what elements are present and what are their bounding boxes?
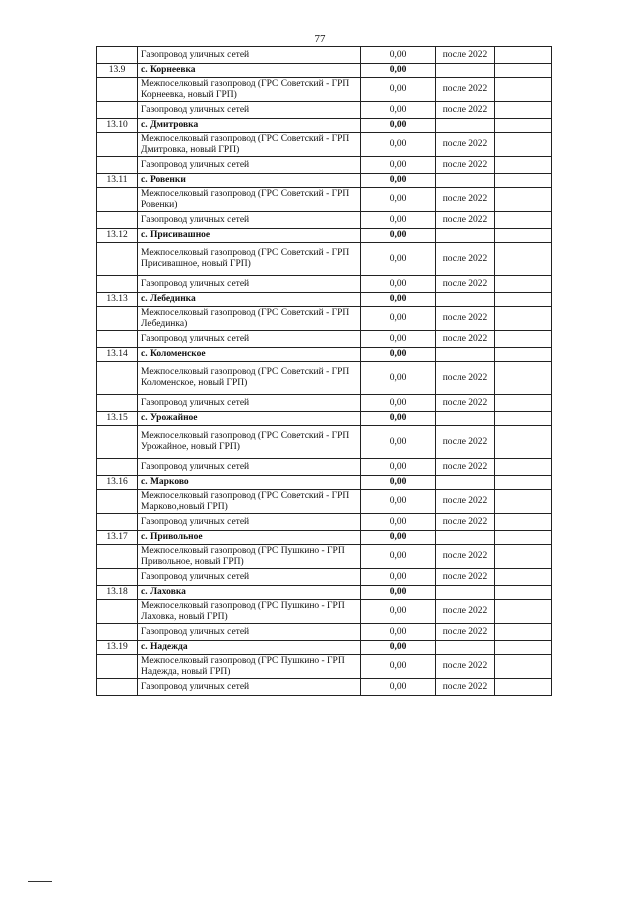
- table-row: [97, 624, 552, 641]
- term-cell: [436, 412, 495, 426]
- extra-cell: [495, 514, 552, 531]
- settlement-header-row: [97, 476, 552, 490]
- term-cell: после 2022: [436, 426, 495, 459]
- settlement-header-row: [97, 64, 552, 78]
- value-cell: 0,00: [361, 600, 436, 624]
- object-name: Газопровод уличных сетей: [138, 102, 361, 119]
- table-row: [97, 490, 552, 514]
- table-row: [97, 600, 552, 624]
- value-cell: 0,00: [361, 459, 436, 476]
- term-cell: после 2022: [436, 600, 495, 624]
- object-name: Межпоселковый газопровод (ГРС Советский - ГРП Лебединка): [138, 307, 361, 331]
- object-name: Газопровод уличных сетей: [138, 212, 361, 229]
- table-row: [97, 569, 552, 586]
- settlement-header-row: [97, 293, 552, 307]
- value-cell: 0,00: [361, 157, 436, 174]
- object-name: Газопровод уличных сетей: [138, 276, 361, 293]
- value-cell: 0,00: [361, 531, 436, 545]
- extra-cell: [495, 531, 552, 545]
- row-number: [97, 188, 138, 212]
- value-cell: 0,00: [361, 426, 436, 459]
- row-number: [97, 102, 138, 119]
- row-number: [97, 679, 138, 696]
- settlement-name: с. Ровенки: [138, 174, 361, 188]
- row-number: [97, 47, 138, 64]
- object-name: Газопровод уличных сетей: [138, 47, 361, 64]
- object-name: Межпоселковый газопровод (ГРС Советский - ГРП Дмитровка, новый ГРП): [138, 133, 361, 157]
- term-cell: после 2022: [436, 569, 495, 586]
- row-number: 13.15: [97, 412, 138, 426]
- term-cell: после 2022: [436, 679, 495, 696]
- table-row: [97, 47, 552, 64]
- value-cell: 0,00: [361, 78, 436, 102]
- value-cell: 0,00: [361, 64, 436, 78]
- extra-cell: [495, 102, 552, 119]
- value-cell: 0,00: [361, 293, 436, 307]
- row-number: [97, 600, 138, 624]
- term-cell: после 2022: [436, 395, 495, 412]
- value-cell: 0,00: [361, 119, 436, 133]
- table-body: [97, 47, 552, 696]
- row-number: [97, 133, 138, 157]
- row-number: 13.14: [97, 348, 138, 362]
- row-number: 13.13: [97, 293, 138, 307]
- extra-cell: [495, 641, 552, 655]
- value-cell: 0,00: [361, 331, 436, 348]
- extra-cell: [495, 243, 552, 276]
- term-cell: после 2022: [436, 212, 495, 229]
- value-cell: 0,00: [361, 243, 436, 276]
- term-cell: [436, 293, 495, 307]
- term-cell: [436, 531, 495, 545]
- value-cell: 0,00: [361, 229, 436, 243]
- value-cell: 0,00: [361, 188, 436, 212]
- term-cell: [436, 586, 495, 600]
- term-cell: после 2022: [436, 47, 495, 64]
- row-number: [97, 276, 138, 293]
- table-row: [97, 276, 552, 293]
- term-cell: после 2022: [436, 157, 495, 174]
- term-cell: [436, 476, 495, 490]
- settlement-header-row: [97, 348, 552, 362]
- settlement-name: с. Марково: [138, 476, 361, 490]
- row-number: [97, 655, 138, 679]
- extra-cell: [495, 412, 552, 426]
- term-cell: после 2022: [436, 188, 495, 212]
- table-row: [97, 426, 552, 459]
- term-cell: [436, 229, 495, 243]
- extra-cell: [495, 293, 552, 307]
- extra-cell: [495, 459, 552, 476]
- row-number: [97, 78, 138, 102]
- extra-cell: [495, 276, 552, 293]
- term-cell: [436, 64, 495, 78]
- gas-pipeline-table: [96, 46, 552, 696]
- object-name: Газопровод уличных сетей: [138, 514, 361, 531]
- row-number: [97, 459, 138, 476]
- row-number: 13.18: [97, 586, 138, 600]
- term-cell: после 2022: [436, 362, 495, 395]
- row-number: [97, 362, 138, 395]
- settlement-name: с. Надежда: [138, 641, 361, 655]
- object-name: Газопровод уличных сетей: [138, 157, 361, 174]
- table-row: [97, 395, 552, 412]
- table-row: [97, 78, 552, 102]
- term-cell: после 2022: [436, 243, 495, 276]
- row-number: [97, 331, 138, 348]
- value-cell: 0,00: [361, 47, 436, 64]
- extra-cell: [495, 395, 552, 412]
- table-row: [97, 188, 552, 212]
- row-number: [97, 395, 138, 412]
- extra-cell: [495, 133, 552, 157]
- term-cell: [436, 348, 495, 362]
- value-cell: 0,00: [361, 586, 436, 600]
- row-number: [97, 426, 138, 459]
- extra-cell: [495, 476, 552, 490]
- term-cell: [436, 174, 495, 188]
- value-cell: 0,00: [361, 307, 436, 331]
- value-cell: 0,00: [361, 102, 436, 119]
- object-name: Газопровод уличных сетей: [138, 624, 361, 641]
- row-number: 13.10: [97, 119, 138, 133]
- extra-cell: [495, 119, 552, 133]
- term-cell: после 2022: [436, 655, 495, 679]
- settlement-header-row: [97, 641, 552, 655]
- row-number: [97, 545, 138, 569]
- term-cell: после 2022: [436, 331, 495, 348]
- table-row: [97, 102, 552, 119]
- extra-cell: [495, 545, 552, 569]
- row-number: 13.11: [97, 174, 138, 188]
- term-cell: после 2022: [436, 490, 495, 514]
- settlement-name: с. Урожайное: [138, 412, 361, 426]
- extra-cell: [495, 490, 552, 514]
- value-cell: 0,00: [361, 569, 436, 586]
- footnote-rule: [28, 881, 52, 882]
- extra-cell: [495, 212, 552, 229]
- row-number: [97, 624, 138, 641]
- table-row: [97, 362, 552, 395]
- term-cell: после 2022: [436, 133, 495, 157]
- table-row: [97, 655, 552, 679]
- settlement-header-row: [97, 531, 552, 545]
- settlement-header-row: [97, 586, 552, 600]
- extra-cell: [495, 307, 552, 331]
- extra-cell: [495, 78, 552, 102]
- extra-cell: [495, 229, 552, 243]
- object-name: Газопровод уличных сетей: [138, 569, 361, 586]
- row-number: 13.17: [97, 531, 138, 545]
- page-number: 77: [314, 33, 326, 45]
- object-name: Межпоселковый газопровод (ГРС Советский - ГРП Корнеевка, новый ГРП): [138, 78, 361, 102]
- row-number: [97, 243, 138, 276]
- value-cell: 0,00: [361, 133, 436, 157]
- term-cell: [436, 119, 495, 133]
- extra-cell: [495, 47, 552, 64]
- extra-cell: [495, 157, 552, 174]
- table-row: [97, 514, 552, 531]
- extra-cell: [495, 624, 552, 641]
- value-cell: 0,00: [361, 348, 436, 362]
- object-name: Межпоселковый газопровод (ГРС Пушкино - ГРП Лаховка, новый ГРП): [138, 600, 361, 624]
- object-name: Межпоселковый газопровод (ГРС Пушкино - ГРП Привольное, новый ГРП): [138, 545, 361, 569]
- value-cell: 0,00: [361, 395, 436, 412]
- extra-cell: [495, 586, 552, 600]
- value-cell: 0,00: [361, 212, 436, 229]
- value-cell: 0,00: [361, 545, 436, 569]
- settlement-header-row: [97, 174, 552, 188]
- extra-cell: [495, 569, 552, 586]
- extra-cell: [495, 174, 552, 188]
- extra-cell: [495, 188, 552, 212]
- extra-cell: [495, 331, 552, 348]
- value-cell: 0,00: [361, 362, 436, 395]
- object-name: Газопровод уличных сетей: [138, 395, 361, 412]
- value-cell: 0,00: [361, 655, 436, 679]
- term-cell: после 2022: [436, 624, 495, 641]
- extra-cell: [495, 679, 552, 696]
- settlement-name: с. Привольное: [138, 531, 361, 545]
- term-cell: после 2022: [436, 276, 495, 293]
- row-number: [97, 490, 138, 514]
- object-name: Межпоселковый газопровод (ГРС Советский - ГРП Ровенки): [138, 188, 361, 212]
- extra-cell: [495, 362, 552, 395]
- row-number: [97, 514, 138, 531]
- object-name: Межпоселковый газопровод (ГРС Пушкино - ГРП Надежда, новый ГРП): [138, 655, 361, 679]
- settlement-name: с. Дмитровка: [138, 119, 361, 133]
- settlement-header-row: [97, 412, 552, 426]
- value-cell: 0,00: [361, 276, 436, 293]
- row-number: 13.16: [97, 476, 138, 490]
- term-cell: после 2022: [436, 102, 495, 119]
- term-cell: после 2022: [436, 459, 495, 476]
- settlement-name: с. Присивашное: [138, 229, 361, 243]
- value-cell: 0,00: [361, 412, 436, 426]
- settlement-header-row: [97, 119, 552, 133]
- row-number: [97, 212, 138, 229]
- row-number: 13.12: [97, 229, 138, 243]
- table-row: [97, 545, 552, 569]
- object-name: Газопровод уличных сетей: [138, 459, 361, 476]
- row-number: [97, 569, 138, 586]
- term-cell: после 2022: [436, 78, 495, 102]
- value-cell: 0,00: [361, 476, 436, 490]
- extra-cell: [495, 348, 552, 362]
- table-row: [97, 212, 552, 229]
- settlement-name: с. Лаховка: [138, 586, 361, 600]
- settlement-name: с. Лебединка: [138, 293, 361, 307]
- object-name: Межпоселковый газопровод (ГРС Советский - ГРП Коломенское, новый ГРП): [138, 362, 361, 395]
- row-number: 13.9: [97, 64, 138, 78]
- table-row: [97, 133, 552, 157]
- term-cell: после 2022: [436, 545, 495, 569]
- table-row: [97, 243, 552, 276]
- value-cell: 0,00: [361, 679, 436, 696]
- row-number: [97, 157, 138, 174]
- object-name: Межпоселковый газопровод (ГРС Советский - ГРП Присивашное, новый ГРП): [138, 243, 361, 276]
- term-cell: после 2022: [436, 514, 495, 531]
- value-cell: 0,00: [361, 624, 436, 641]
- row-number: [97, 307, 138, 331]
- extra-cell: [495, 426, 552, 459]
- table-row: [97, 679, 552, 696]
- object-name: Газопровод уличных сетей: [138, 679, 361, 696]
- object-name: Межпоселковый газопровод (ГРС Советский - ГРП Марково,новый ГРП): [138, 490, 361, 514]
- table-row: [97, 157, 552, 174]
- table-row: [97, 459, 552, 476]
- term-cell: после 2022: [436, 307, 495, 331]
- extra-cell: [495, 600, 552, 624]
- row-number: 13.19: [97, 641, 138, 655]
- term-cell: [436, 641, 495, 655]
- value-cell: 0,00: [361, 490, 436, 514]
- object-name: Межпоселковый газопровод (ГРС Советский - ГРП Урожайное, новый ГРП): [138, 426, 361, 459]
- extra-cell: [495, 655, 552, 679]
- table-row: [97, 307, 552, 331]
- settlement-header-row: [97, 229, 552, 243]
- value-cell: 0,00: [361, 514, 436, 531]
- value-cell: 0,00: [361, 174, 436, 188]
- value-cell: 0,00: [361, 641, 436, 655]
- settlement-name: с. Корнеевка: [138, 64, 361, 78]
- table-row: [97, 331, 552, 348]
- extra-cell: [495, 64, 552, 78]
- settlement-name: с. Коломенское: [138, 348, 361, 362]
- object-name: Газопровод уличных сетей: [138, 331, 361, 348]
